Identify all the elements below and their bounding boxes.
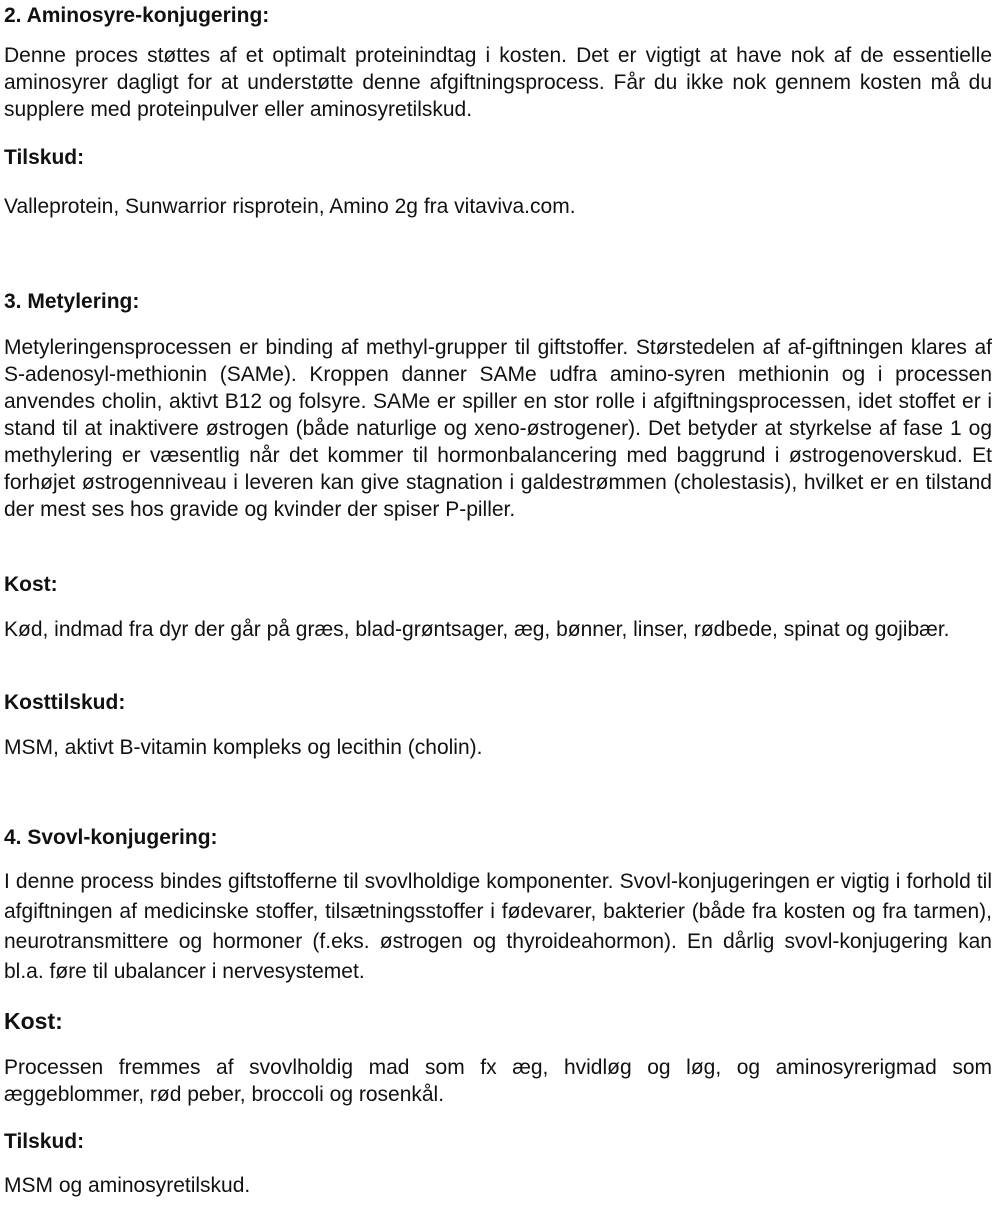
subheading-tilskud: Tilskud: — [4, 146, 85, 169]
supplement-text: Valleprotein, Sunwarrior risprotein, Amino 2g fra vitaviva.com. — [4, 195, 576, 218]
supplement-text: MSM og aminosyretilskud. — [4, 1174, 251, 1197]
section-paragraph: Denne proces støttes af et optimalt proteinindtag i kosten. Det er vigtigt at have nok af de essentielle aminosyrer dagligt for at understøtte denne afgiftningsprocess. Får du ikke nok gennem kosten må du supplere med proteinpulver eller aminosyretilskud. — [4, 44, 992, 121]
subheading-kost: Kost: — [4, 1008, 63, 1034]
subheading-kosttilskud: Kosttilskud: — [4, 691, 126, 714]
section-paragraph: I denne process bindes giftstofferne til svovlholdige komponenter. Svovl-konjugeringen er vigtig i forhold til afgiftningen af medicinske stoffer, tilsætningsstoffer i fødevarer, bakterier (både fra kosten og fra tarmen), neurotransmittere og hormoner (f.eks. østrogen og thyroideahormon). En dårlig svovl-konjugering kan bl.a. føre til ubalancer i nervesystemet. — [4, 870, 992, 983]
section-heading: 3. Metylering: — [4, 290, 140, 313]
subheading-tilskud: Tilskud: — [4, 1130, 85, 1153]
diet-text: Kød, indmad fra dyr der går på græs, blad-grøntsager, æg, bønner, linser, rødbede, spinat og gojibær. — [4, 618, 950, 641]
subheading-kost: Kost: — [4, 573, 58, 596]
section-heading: 2. Aminosyre-konjugering: — [4, 4, 270, 27]
section-paragraph: Metyleringensprocessen er binding af methyl-grupper til giftstoffer. Størstedelen af af-giftningen klares af S-adenosyl-methionin (SAMe). Kroppen danner SAMe udfra amino-syren methionin og i processen anvendes cholin, aktivt B12 og folsyre. SAMe er spiller en stor rolle i afgiftningsprocessen, idet stoffet er i stand til at inaktivere østrogen (både naturlige og xeno-østrogener). Det betyder at styrkelse af fase 1 og methylering er væsentlig når det kommer til hormonbalancering med baggrund i østrogenoverskud. Et forhøjet østrogenniveau i leveren kan give stagnation i galdestrømmen (cholestasis), hvilket er en tilstand der mest ses hos gravide og kvinder der spiser P-piller. — [4, 336, 992, 521]
supplement-text: MSM, aktivt B-vitamin kompleks og lecithin (cholin). — [4, 736, 483, 759]
diet-text: Processen fremmes af svovlholdig mad som fx æg, hvidløg og løg, og aminosyrerigmad som æggeblommer, rød peber, broccoli og rosenkål. — [4, 1056, 992, 1106]
section-heading: 4. Svovl-konjugering: — [4, 826, 218, 849]
